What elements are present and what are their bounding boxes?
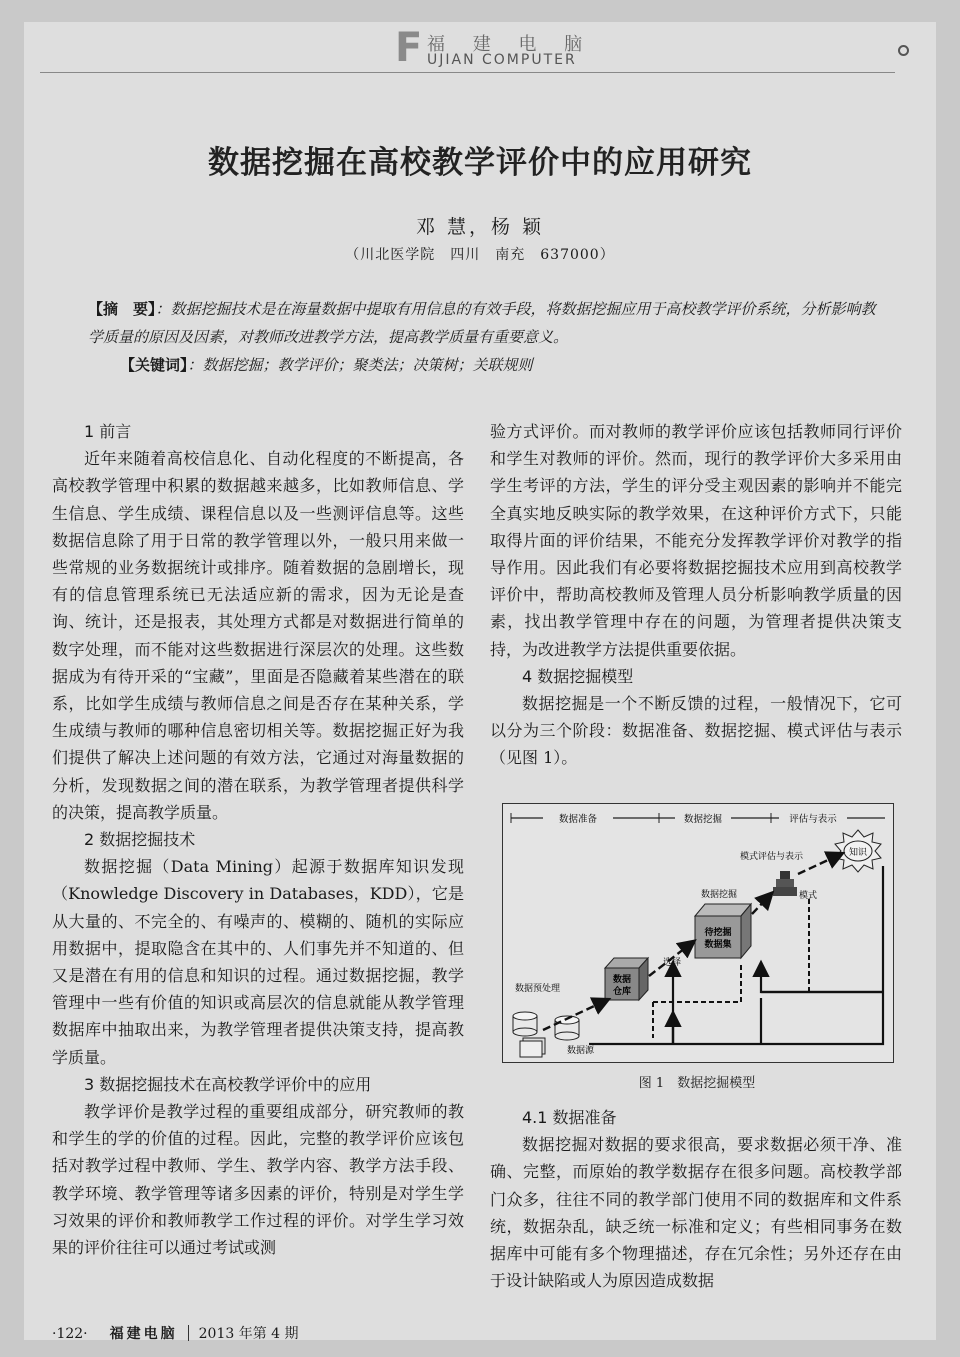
journal-name-en: UJIAN COMPUTER (427, 52, 577, 68)
feedback-arrow (761, 964, 883, 992)
page-footer (52, 1323, 299, 1343)
article-affiliation: （川北医学院 四川 南充 637000） (345, 247, 615, 263)
stage-label-mining: 数据挖掘 (683, 814, 723, 825)
stage-label-eval: 评估与表示 (789, 814, 837, 825)
article-authors: 邓 慧，杨 颖 (415, 216, 545, 238)
section-heading: 3 数据挖掘技术在高校教学评价中的应用 (84, 1074, 372, 1094)
journal-name-cn: 福 建 电 脑 (427, 34, 594, 55)
warehouse-label-2: 仓库 (612, 987, 632, 997)
file-stack-icon (520, 1038, 545, 1057)
mined-dataset-label-2: 数据集 (704, 940, 732, 950)
flow-arrow (752, 894, 771, 914)
flow-arrow (798, 854, 841, 874)
mined-dataset-label-1: 待挖掘 (704, 928, 732, 938)
abstract (88, 295, 888, 351)
keywords-text: ：数据挖掘；教学评价；聚类法；决策树；关联规则 (187, 356, 533, 374)
preprocess-label: 数据预处理 (515, 984, 561, 994)
flow-arrow (649, 942, 693, 976)
keywords (120, 354, 900, 375)
source-label: 数据源 (567, 1046, 595, 1056)
section-heading: 4 数据挖掘模型 (522, 666, 634, 686)
right-column-bottom (490, 1104, 902, 1294)
abstract-text: ：数据挖掘技术是在海量数据中提取有用信息的有效手段，将数据挖掘应用于高校教学评价系统，分析影响教学质量的原因及因素，对教师改进教学方法，提高教学质量有重要意义。 (88, 300, 876, 346)
body-paragraph: 数据挖掘对数据的要求很高，要求数据必须干净、准确、完整，而原始的教学数据存在很多问题。高校教学部门众多，往往不同的教学部门使用不同的数据库和文件系统，数据杂乱，缺乏统一标准和定义；有些相同事务在数据库中可能有多个物理描述，存在冗余性；另外还存在由于设计缺陷或人为原因造成数据 (490, 1135, 902, 1291)
section-heading: 1 前言 (84, 422, 132, 441)
section-heading: 4.1 数据准备 (522, 1108, 617, 1127)
keywords-label: 【关键词】 (120, 356, 188, 374)
body-paragraph: 数据挖掘（Data Mining）起源于数据库知识发现（Knowledge Discovery in Databases，KDD），它是从大量的、不完全的、有噪声的、模糊的、随机的实际应用数据中，提取隐含在其中的、人们事先并不知道的、但又是潜在有用的信息和知识的过程。通过数据挖掘，教学管理中一些有价值的知识或高层次的信息就能从教学管理数据库中抽取出来，为教学管理者提供决策支持，提高教学质量。 (52, 857, 464, 1067)
header-dot-icon (898, 45, 909, 56)
dashed-loop (653, 964, 741, 1002)
journal-header (395, 25, 595, 74)
page-number: ·122· (52, 1326, 88, 1342)
article-title: 数据挖掘在高校教学评价中的应用研究 (208, 145, 752, 181)
footer-divider (188, 1325, 189, 1341)
body-paragraph: 验方式评价。而对教师的教学评价应该包括教师同行评价和学生对教师的评价。然而，现行的教学评价大多采用由学生考评的方法，学生的评分受主观因素的影响并不能完全真实地反映实际的教学效果，在这种评价方式下，只能取得片面的评价结果，不能充分发挥教学评价对教学的指导作用。因此我们有必要将数据挖掘技术应用到高校教学评价中，帮助高校教师及管理人员分析影响教学质量的因素，找出教学管理中存在的问题，为管理者提供决策支持，为改进教学方法提供重要依据。 (490, 422, 902, 659)
left-column (52, 418, 464, 1261)
body-paragraph: 数据挖掘是一个不断反馈的过程，一般情况下，它可以分为三个阶段：数据准备、数据挖掘、模式评估与表示（见图 1）。 (490, 694, 902, 768)
figure-1 (502, 803, 894, 1063)
body-paragraph: 教学评价是教学过程的重要组成部分，研究教师的教和学生的学的价值的过程。因此，完整的教学评价应该包括对教学过程中教师、学生、教学内容、教学方法手段、教学环境、教学管理等诸多因素的评价，特别是对学生学习效果的评价和教师教学工作过程的评价。对学生学习效果的评价往往可以通过考试或测 (52, 1102, 464, 1258)
journal-logo-letter: F (395, 25, 423, 71)
pattern-blocks-icon (773, 871, 797, 896)
abstract-label: 【摘 要】 (88, 300, 156, 318)
mining-label: 数据挖掘 (701, 890, 738, 900)
stage-label-prepare: 数据准备 (558, 814, 598, 825)
footer-issue: 2013 年第 4 期 (198, 1326, 299, 1342)
select-label: 选择 (663, 958, 682, 968)
database-cylinder-icon (513, 1012, 537, 1036)
data-mining-model-diagram (503, 804, 893, 1062)
right-column-top (490, 418, 902, 772)
body-paragraph: 近年来随着高校信息化、自动化程度的不断提高，各高校教学管理中积累的数据越来越多，比如教师信息、学生信息、学生成绩、课程信息以及一些测评信息等。这些数据信息除了用于日常的教学管理以外，一般只用来做一些常规的业务数据统计或排序。随着数据的急剧增长，现有的信息管理系统已无法适应新的需求，因为无论是查询、统计，还是报表，其处理方式都是对数据进行简单的数字处理，而不能对这些数据进行深层次的处理。这些数据成为有待开采的“宝藏”，里面是否隐藏着某些潜在的联系，比如学生成绩与教师信息之间是否存在某种关系，学生成绩与教师的哪种信息密切相关等。数据挖掘正好为我们提供了解决上述问题的有效方法，它通过对海量数据的分析，发现数据之间的潜在联系，为教学管理者提供科学的决策，提高教学质量。 (52, 449, 464, 822)
warehouse-label-1: 数据 (612, 975, 632, 985)
figure-caption: 图 1 数据挖掘模型 (638, 1076, 756, 1091)
header-rule (40, 72, 895, 73)
section-heading: 2 数据挖掘技术 (84, 830, 196, 850)
pattern-eval-label: 模式评估与表示 (740, 852, 804, 862)
footer-journal: 福建电脑 (109, 1326, 178, 1342)
pattern-label: 模式 (799, 891, 818, 901)
knowledge-label: 知识 (848, 848, 868, 858)
